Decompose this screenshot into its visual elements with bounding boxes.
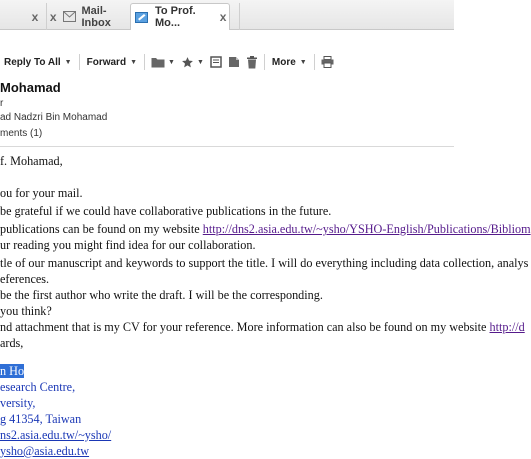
header-divider <box>0 146 454 147</box>
toolbar-divider <box>314 54 315 70</box>
greeting: f. Mohamad, <box>0 154 63 168</box>
reply-all-label: Reply To All <box>4 56 61 68</box>
tab-compose-active[interactable] <box>130 3 230 30</box>
chevron-down-icon: ▼ <box>196 58 204 66</box>
toolbar-divider <box>264 54 265 70</box>
star-icon <box>181 56 194 69</box>
chevron-down-icon: ▼ <box>168 58 175 66</box>
body-line: you think? <box>0 304 52 318</box>
publications-link[interactable]: http://dns2.asia.edu.tw/~ysho/YSHO-English/Publications/Bibliom <box>202 222 531 236</box>
from-line: r <box>0 98 4 109</box>
compose-icon <box>135 12 148 23</box>
archive-icon <box>210 56 222 68</box>
more-label: More <box>271 56 296 68</box>
close-tab-icon[interactable]: x <box>49 9 57 24</box>
signature-line: versity, <box>0 396 36 410</box>
tab-mail-inbox[interactable] <box>46 3 130 30</box>
body-line: be grateful if we could have collaborative publications in the future. <box>0 204 332 218</box>
toolbar-divider <box>79 54 80 70</box>
body-line: eferences. <box>0 272 50 286</box>
more-button[interactable] <box>268 51 311 73</box>
body-text: publications can be found on my website <box>0 222 203 236</box>
chevron-down-icon: ▼ <box>64 58 72 66</box>
star-button[interactable] <box>178 51 207 73</box>
trash-icon <box>246 56 258 69</box>
body-line: ou for your mail. <box>0 186 83 200</box>
mail-icon <box>63 11 76 22</box>
attachments-link[interactable]: ments (1) <box>0 128 43 139</box>
print-button[interactable] <box>318 51 337 73</box>
tab-label: Mail-Inbox <box>81 4 111 29</box>
signature-line: g 41354, Taiwan <box>0 412 82 426</box>
body-line: be the first author who write the draft. I will be the corresponding. <box>0 288 323 302</box>
selected-text: n Ho <box>0 364 25 378</box>
body-line: ards, <box>0 336 24 350</box>
recipient-line[interactable]: ad Nadzri Bin Mohamad <box>0 112 108 123</box>
close-tab-icon[interactable]: x <box>219 10 227 24</box>
tab-spacer <box>230 3 240 30</box>
folder-icon <box>151 56 165 68</box>
message-body <box>0 152 531 458</box>
chevron-down-icon: ▼ <box>130 58 137 66</box>
archive-button[interactable] <box>207 51 225 73</box>
close-tab-icon[interactable]: x <box>31 9 39 24</box>
website-link[interactable]: http://d <box>489 320 525 334</box>
printer-icon <box>321 56 334 68</box>
body-line: ur reading you might find idea for our collaboration. <box>0 238 256 252</box>
message-toolbar <box>0 50 454 74</box>
note-button[interactable] <box>225 51 243 73</box>
signature-website-link[interactable]: ns2.asia.edu.tw/~ysho/ <box>0 428 112 442</box>
body-text: nd attachment that is my CV for your reference. More information can also be found on my website <box>0 320 490 334</box>
signature-email-link[interactable]: ysho@asia.edu.tw <box>0 444 90 458</box>
move-folder-button[interactable] <box>148 51 178 73</box>
toolbar-divider <box>144 54 145 70</box>
forward-label: Forward <box>86 56 127 68</box>
note-icon <box>228 56 240 68</box>
tab-previous[interactable] <box>0 3 46 30</box>
signature-name <box>0 364 24 379</box>
tab-strip <box>0 0 454 30</box>
tab-label: To Prof. Mo... <box>155 5 196 29</box>
body-line <box>0 320 525 335</box>
reply-all-button[interactable] <box>0 51 76 73</box>
forward-button[interactable] <box>83 51 141 73</box>
signature-line: esearch Centre, <box>0 380 76 394</box>
body-line <box>0 222 531 237</box>
message-subject: Mohamad <box>0 80 61 95</box>
chevron-down-icon: ▼ <box>299 58 307 66</box>
body-line: tle of our manuscript and keywords to support the title. I will do everything including data collection, analys <box>0 256 529 270</box>
delete-button[interactable] <box>243 51 261 73</box>
